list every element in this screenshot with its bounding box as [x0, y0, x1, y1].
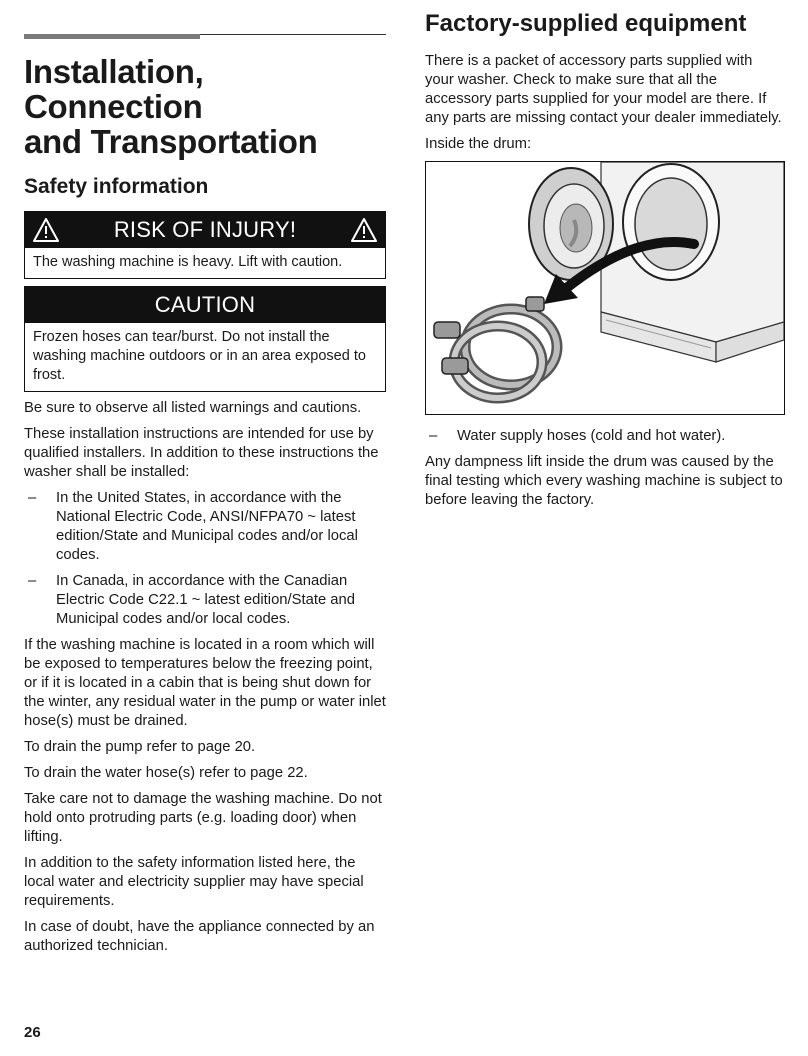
risk-text: The washing machine is heavy. Lift with caution.	[33, 254, 343, 270]
para-dampness: Any dampness lift inside the drum was caused by the final testing which every washing machine is subject to before leaving the factory.	[425, 454, 783, 508]
list-dash: –	[429, 428, 438, 444]
right-column	[425, 10, 785, 517]
list-dash: –	[28, 573, 37, 589]
list-item	[425, 427, 785, 446]
para-observe: Be sure to observe all listed warnings and cautions.	[24, 400, 362, 416]
list-item-text: In Canada, in accordance with the Canadian Electric Code C22.1 ~ latest edition/State and Municipal codes and/or local codes.	[56, 573, 355, 627]
list-item	[24, 489, 386, 565]
para-intro: These installation instructions are intended for use by qualified installers. In addition to these instructions the washer shall be installed:	[24, 426, 379, 480]
washer-hoses-illustration	[425, 161, 785, 415]
list-item	[24, 572, 386, 629]
title-line-3: and Transportation	[24, 123, 318, 160]
para-freezing: If the washing machine is located in a room which will be exposed to temperatures below the freezing point, or if it is located in a cabin that is being shut down for the winter, any residual water in the pump or water inlet hose(s) must be drained.	[24, 637, 386, 729]
caution-box	[24, 286, 386, 392]
title-line-2: Connection	[24, 88, 203, 125]
warning-triangle-icon	[33, 217, 59, 243]
list-item-text: In the United States, in accordance with the National Electric Code, ANSI/NFPA70 ~ latest edition/State and Municipal codes and/or local codes.	[56, 490, 358, 563]
left-column	[24, 32, 386, 963]
para-damage: Take care not to damage the washing machine. Do not hold onto protruding parts (e.g. loading door) when lifting.	[24, 791, 382, 845]
para-pump: To drain the pump refer to page 20.	[24, 739, 256, 755]
caution-text: Frozen hoses can tear/burst. Do not install the washing machine outdoors or in an area exposed to frost.	[33, 329, 366, 383]
caution-title: CAUTION	[154, 292, 256, 317]
para-drum: Inside the drum:	[425, 136, 532, 152]
page-number: 26	[24, 1024, 41, 1041]
list-dash: –	[28, 490, 37, 506]
equipment-heading: Factory-supplied equipment	[425, 10, 747, 37]
washer-drum-illustration	[426, 162, 784, 414]
risk-header	[25, 212, 385, 248]
header-rule	[24, 32, 386, 40]
para-doubt: In case of doubt, have the appliance connected by an authorized technician.	[24, 919, 375, 954]
list-item-text: Water supply hoses (cold and hot water).	[457, 428, 726, 444]
page-title	[24, 54, 386, 159]
para-hose: To drain the water hose(s) refer to page 22.	[24, 765, 308, 781]
risk-of-injury-box	[24, 211, 386, 279]
warning-triangle-icon	[351, 217, 377, 243]
para-packet: There is a packet of accessory parts supplied with your washer. Check to make sure that all the accessory parts supplied for your model are there. If any parts are missing contact your dealer immediately.	[425, 53, 782, 126]
section-heading: Safety information	[24, 175, 209, 198]
title-line-1: Installation,	[24, 53, 204, 90]
caution-header	[25, 287, 385, 323]
para-supplier: In addition to the safety information listed here, the local water and electricity supplier may have special requirements.	[24, 855, 364, 909]
risk-title: RISK OF INJURY!	[113, 217, 297, 242]
